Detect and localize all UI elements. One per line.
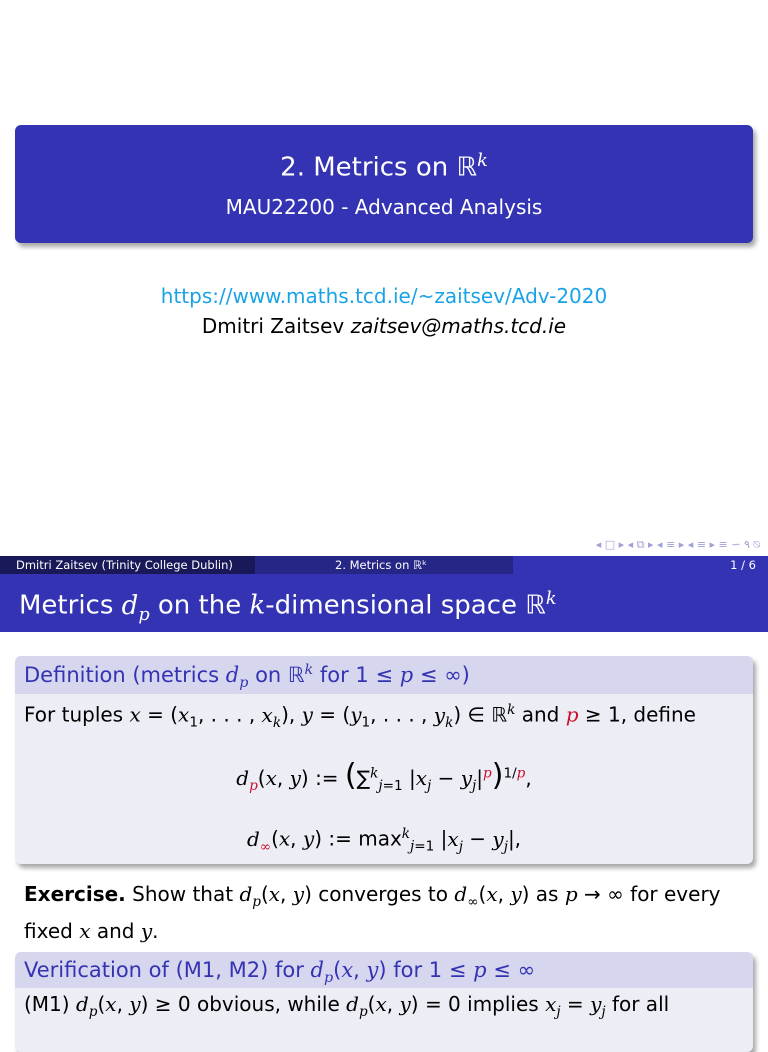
slide-subtitle: MAU22200 - Advanced Analysis <box>225 195 543 219</box>
course-url-link[interactable]: https://www.maths.tcd.ie/~zaitsev/Adv-2020 <box>160 284 608 308</box>
author-line <box>0 314 768 338</box>
author-name: Dmitri Zaitsev <box>201 314 345 338</box>
definition-intro: For tuples $x = (x_1$, . . . , $x_k$), $y = (y_1$, . . . , $y_k$) ∈ ℝ$^k$ and p ≥ 1, define <box>24 702 696 731</box>
slide-footer <box>0 556 768 574</box>
title-box <box>15 125 753 243</box>
footer-author: Dmitri Zaitsev (Trinity College Dublin) <box>16 558 233 572</box>
reals-symbol: ℝ <box>456 152 478 183</box>
verification-title: Verification of (M1, M2) for $d_p(x$, y) for 1 ≤ p ≤ ∞ <box>15 952 753 988</box>
footer-title: 2. Metrics on ℝᵏ <box>335 558 428 572</box>
equation-dp: $d_p(x$, y) := (∑$^k_{j=1}$ $|x_j - y_j|^p)^{1/p}$, <box>236 758 532 794</box>
frame-title <box>0 574 768 632</box>
beamer-navigation-icons[interactable]: ◂ □ ▸ ◂ ⧉ ▸ ◂ ≡ ▸ ◂ ≡ ▸ ≡ ∽ ۹ ⍉ <box>595 538 760 551</box>
definition-title: Definition (metrics $d_p$ on ℝ$^k$ for 1 ≤ p ≤ ∞) <box>15 656 753 694</box>
exercise-text: Exercise. Show that $d_p(x$, y) converges to $d_\infty(x$, y) as p → ∞ for every fixed x and y. <box>24 882 721 943</box>
verification-block <box>15 952 753 1052</box>
author-email: zaitsev@maths.tcd.ie <box>350 314 567 338</box>
equation-dinf: $d_\infty(x$, y) := $\max^k_{j=1} |x_j - y_j|$, <box>246 826 522 855</box>
definition-block <box>15 656 753 864</box>
verification-text: (M1) $d_p(x$, y) ≥ 0 obvious, while $d_p(x$, y) = 0 implies $x_j = y_j$ for all <box>24 992 670 1020</box>
frame-title-text: Metrics $d_p$ on the k-dimensional space ℝ$^k$ <box>19 589 557 625</box>
exercise-label: Exercise. <box>24 882 126 906</box>
footer-page-number: 1 / 6 <box>730 558 756 572</box>
slide-title: 2. Metrics on ℝ$^k$ <box>280 151 488 183</box>
